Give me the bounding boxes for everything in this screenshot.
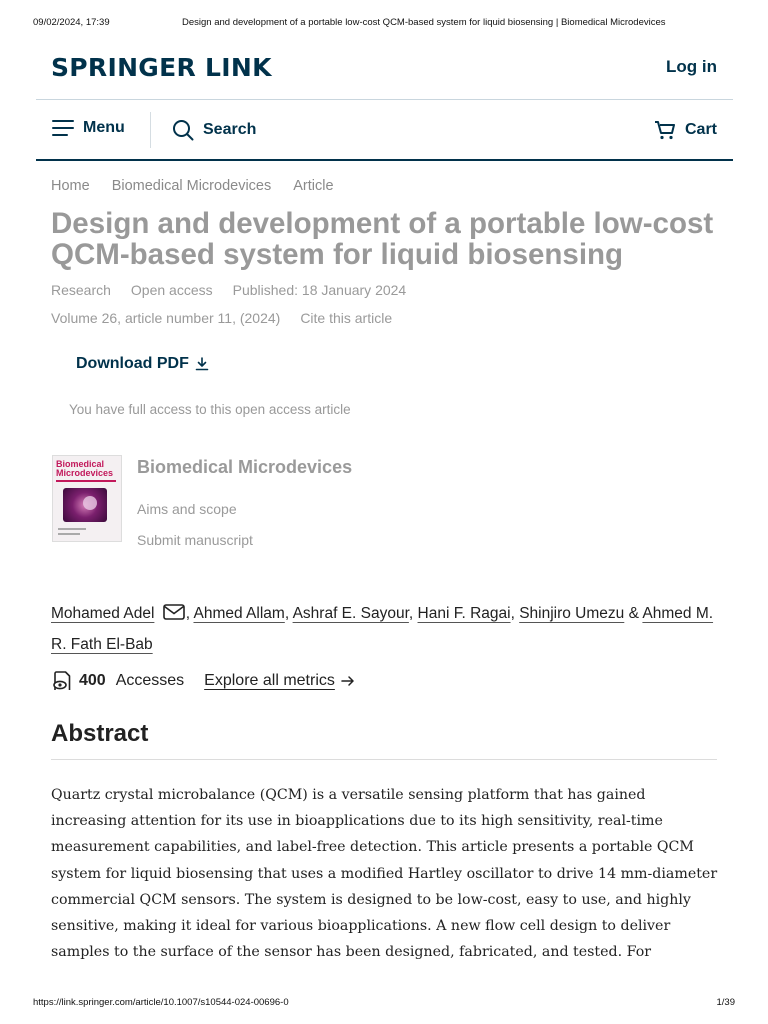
author-link[interactable]: Ahmed M. R. Fath El-Bab: [51, 605, 714, 653]
nav-separator: [150, 112, 151, 148]
aims-scope-link[interactable]: Aims and scope: [137, 501, 237, 517]
author-list: Mohamed Adel , Ahmed Allam, Ashraf E. Sayour, Hani F. Ragai, Shinjiro Umezu & Ahmed M. R. Fath El-Bab: [51, 605, 714, 653]
mail-icon[interactable]: [163, 604, 185, 620]
access-count: 400: [79, 672, 106, 689]
explore-metrics-link[interactable]: [204, 672, 355, 690]
print-page-title: Design and development of a portable low-cost QCM-based system for liquid biosensing | Biomedical Microdevices: [182, 17, 666, 28]
login-link[interactable]: Log in: [666, 57, 717, 76]
springer-link-logo[interactable]: SPRINGER LINK: [51, 53, 272, 82]
abstract-heading: Abstract: [51, 720, 149, 747]
cover-title-line2: Microdevices: [56, 468, 114, 478]
header-divider: [36, 99, 733, 100]
author-link[interactable]: Shinjiro Umezu: [519, 605, 625, 622]
cart-label: Cart: [684, 121, 717, 138]
author-link[interactable]: Ahmed Allam: [193, 605, 285, 622]
abstract-divider: [51, 759, 717, 760]
journal-cover-image[interactable]: [52, 455, 122, 542]
cite-link[interactable]: Cite this article: [300, 310, 393, 326]
abstract-text: Quartz crystal microbalance (QCM) is a versatile sensing platform that has gained increasing attention for its use in bioapplications due to its high sensitivity, real-time measurement capabilities, and label-free detection. This article presents a portable QCM system for liquid biosensing that uses a modified Hartley oscillator to drive 14 mm-diameter commercial QCM sensors. The system is designed to be low-cost, easy to use, and highly sensitive, making it ideal for various bioapplications. A new flow cell design to deliver samples to the surface of the sensor has been designed, fabricated, and tested. For: [51, 787, 718, 961]
download-icon: [195, 357, 209, 371]
article-title: Design and development of a portable low-cost QCM-based system for liquid biosensing: [51, 207, 714, 271]
search-button[interactable]: [172, 119, 256, 141]
accesses-icon: [51, 670, 73, 692]
published-date: Published: 18 January 2024: [232, 282, 407, 298]
hamburger-icon: [52, 119, 74, 137]
menu-button[interactable]: [52, 119, 125, 137]
article-meta: [51, 282, 406, 298]
breadcrumb-journal[interactable]: Biomedical Microdevices: [111, 178, 272, 194]
breadcrumb-article[interactable]: Article: [293, 178, 334, 194]
nav-divider: [36, 159, 733, 161]
search-icon: [172, 119, 194, 141]
cover-title-line1: Biomedical: [56, 459, 105, 469]
cart-button[interactable]: [654, 119, 717, 141]
breadcrumb-home[interactable]: Home: [51, 178, 90, 194]
author-link[interactable]: Mohamed Adel: [51, 605, 155, 622]
menu-label: Menu: [83, 119, 125, 136]
breadcrumb: [51, 178, 334, 194]
author-link[interactable]: Ashraf E. Sayour: [292, 605, 409, 622]
download-pdf-label: Download PDF: [76, 355, 189, 372]
accesses-label: Accesses: [115, 672, 185, 689]
search-label: Search: [203, 121, 257, 138]
access-note: You have full access to this open access article: [69, 402, 351, 417]
volume-info: Volume 26, article number 11, (2024): [51, 310, 281, 326]
author-link[interactable]: Hani F. Ragai: [417, 605, 511, 622]
journal-name[interactable]: Biomedical Microdevices: [137, 457, 353, 477]
explore-metrics-label: Explore all metrics: [204, 672, 335, 689]
download-pdf-button[interactable]: [76, 355, 209, 373]
print-url: https://link.springer.com/article/10.1007/s10544-024-00696-0: [33, 997, 289, 1008]
cart-icon: [654, 119, 676, 141]
article-type: Research: [51, 282, 111, 298]
print-datetime: 09/02/2024, 17:39: [33, 17, 110, 28]
print-page-number: 1/39: [716, 997, 735, 1008]
article-citation-row: [51, 310, 392, 326]
access-type: Open access: [130, 282, 213, 298]
metrics-row: [51, 670, 355, 692]
submit-manuscript-link[interactable]: Submit manuscript: [137, 532, 253, 548]
arrow-right-icon: [341, 675, 355, 687]
